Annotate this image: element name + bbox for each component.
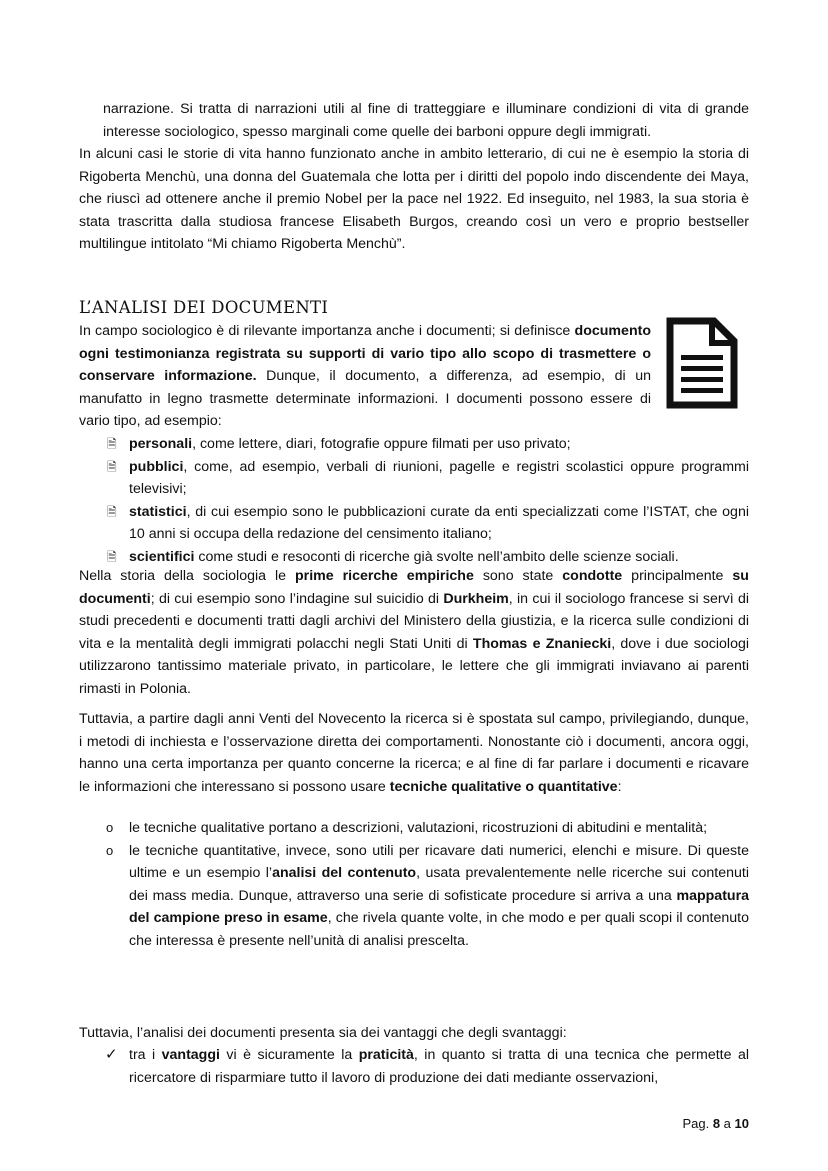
document-icon (666, 317, 738, 409)
pros-cons-intro: Tuttavia, l’analisi dei documenti presenta sia dei vantaggi che degli svantaggi: (79, 1025, 567, 1041)
circle-bullet-icon: o (106, 820, 114, 835)
intro-paragraph: In alcuni casi le storie di vita hanno funzionato anche in ambito letterario, di cui ne è esempio la storia di Rigoberta Menchù, una donna del Guatemala che lotta per i diritti del popolo indo discendente dei Maya, che riuscì ad ottenere anche il premio Nobel per la pace nel 1922. Ed inseguito, nel 1983, la sua storia è stata trascritta dalla studiosa francese Elisabeth Burgos, creando così un vero e proprio bestseller multilingue intitolato “Mi chiamo Rigoberta Menchù”. (79, 146, 749, 252)
circle-bullet-icon: o (106, 842, 114, 858)
document-bullet-icon: 🗎 (107, 459, 117, 474)
list-item: 🗎 statistici, di cui esempio sono le pubblicazioni curate da enti specializzati come l’ISTAT, che ogni 10 anni si occupa della redazione del censimento italiano; (129, 501, 749, 546)
list-item: o le tecniche quantitative, invece, sono utili per ricavare dati numerici, elenchi e misure. Di queste ultime e un esempio l’analisi del contenuto, usata prevalentemente nelle ricerche sui contenuti dei mass media. Dunque, attraverso una serie di sofisticate procedure si arriva a una mappatura del campione preso in esame, che rivela quante volte, in che modo e per quali scopi il contenuto che interessa è presente nell’unità di analisi prescelta. (129, 840, 749, 953)
page-number: Pag. 8 a 10 (682, 1116, 749, 1131)
checkmark-icon: ✓ (105, 1046, 118, 1063)
list-item: 🗎 scientifici come studi e resoconti di ricerche già svolte nell’ambito delle scienze sociali. (129, 546, 749, 569)
definition-text-2: Dunque, il documento, a differenza, ad esempio, di un manufatto in legno trasmette determinate informazioni. I documenti possono essere di vario tipo, ad esempio: (79, 368, 651, 429)
definition-text-1: In campo sociologico è di rilevante importanza anche i documenti; si definisce (79, 323, 575, 339)
document-bullet-icon: 🗎 (107, 504, 117, 519)
intro-continuation: narrazione. Si tratta di narrazioni utili al fine di tratteggiare e illuminare condizioni di vita di grande interesse sociologico, spesso marginali come quelle dei barboni oppure degli immigrati. (103, 101, 749, 140)
list-item: ✓ tra i vantaggi vi è sicuramente la praticità, in quanto si tratta di una tecnica che permette al ricercatore di risparmiare tutto il lavoro di produzione dei dati mediante osservazioni, (105, 1046, 749, 1086)
list-item: 🗎 personali, come lettere, diari, fotografie oppure filmati per uso privato; (129, 433, 749, 456)
section-title: L’ANALISI DEI DOCUMENTI (79, 298, 329, 317)
document-bullet-icon: 🗎 (107, 549, 117, 564)
advantages-list (105, 1044, 749, 1089)
documents-definition-paragraph (79, 320, 651, 433)
document-bullet-icon: 🗎 (107, 437, 117, 451)
definition-bold: documento ogni testimonianza registrata su supporti di vario tipo allo scopo di trasmettere o conservare informazione. (79, 323, 651, 384)
list-item: 🗎 pubblici, come, ad esempio, verbali di riunioni, pagelle e registri scolastici oppure programmi televisivi; (129, 456, 749, 501)
list-item: o le tecniche qualitative portano a descrizioni, valutazioni, ricostruzioni di abitudini e mentalità; (129, 817, 749, 840)
techniques-list (106, 817, 749, 952)
document-types-list (107, 433, 749, 568)
history-paragraph: Nella storia della sociologia le prime ricerche empiriche sono state condotte principalmente su documenti; di cui esempio sono l’indagine sul suicidio di Durkheim, in cui il sociologo francese si servì di studi precedenti e documenti tratti dagli archivi del Ministero della giustizia, e la ricerca sulle condizioni di vita e la mentalità degli immigrati polacchi negli Stati Uniti di Thomas e Znaniecki, dove i due sociologi utilizzarono tantissimo materiale privato, in particolare, le lettere che gli immigrati inviavano ai parenti rimasti in Polonia. (79, 568, 749, 697)
techniques-paragraph: Tuttavia, a partire dagli anni Venti del Novecento la ricerca si è spostata sul campo, privilegiando, dunque, i metodi di inchiesta e l’osservazione diretta dei comportamenti. Nonostante ciò i documenti, ancora oggi, hanno una certa importanza per quanto concerne la ricerca; e al fine di far parlare i documenti e ricavare le informazioni che interessano si possono usare tecniche qualitative o quantitative: (79, 711, 749, 795)
